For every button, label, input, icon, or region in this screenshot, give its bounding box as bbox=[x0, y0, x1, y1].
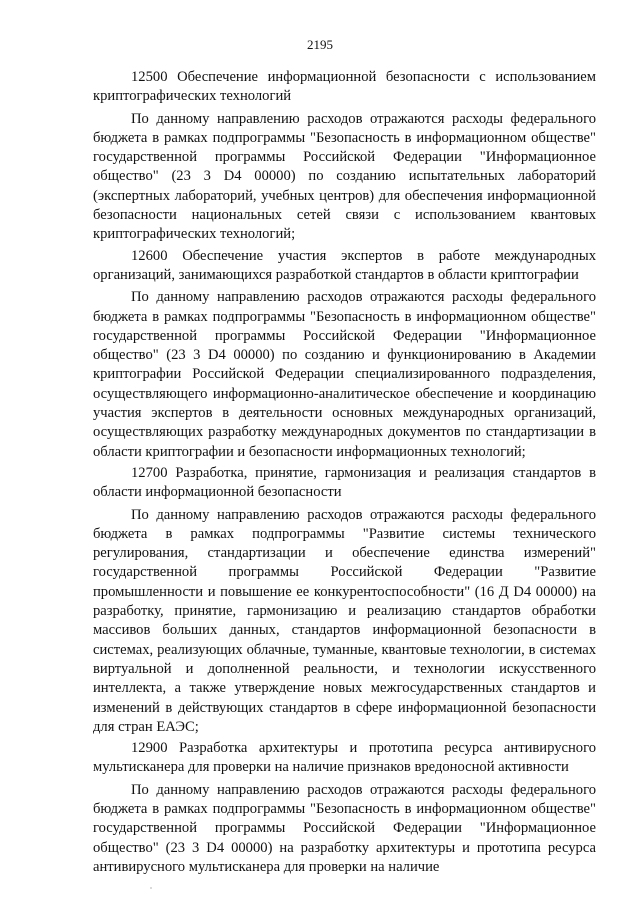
section-body-12900: По данному направлению расходов отражаются расходы федерального бюджета в рамках подпрограммы "Безопасность в информационном обществе" государственной программы Российской Федерации "Информационное общество" (23 3 D4 00000) на разработку архитектуры и прототипа ресурса антивирусного мультисканера для проверки на наличие bbox=[93, 781, 596, 875]
section-body-12700: По данному направлению расходов отражаются расходы федерального бюджета в рамках подпрограммы "Развитие системы технического регулирования, стандартизации и обеспечение единства измерений" государственной программы Российской Федерации "Развитие промышленности и повышение ее конкурентоспособности" (16 Д D4 00000) на разработку, принятие, гармонизацию и реализацию стандартов обработки массивов больших данных, стандартов информационной безопасности в системах, реализующих облачные, туманные, квантовые технологии, в системах виртуальной и дополненной реальности, и технологии искусственного интеллекта, а также утверждение новых межгосударственных стандартов и изменений в действующих стандартов в сфере информационной безопасности для стран ЕАЭС; bbox=[93, 506, 596, 735]
section-body-12500: По данному направлению расходов отражаются расходы федерального бюджета в рамках подпрограммы "Безопасность в информационном обществе" государственной программы Российской Федерации "Информационное общество" (23 3 D4 00000) по созданию испытательных лабораторий (экспертных лабораторий, учебных центров) для обеспечения информационной безопасности национальных сетей связи с использованием квантовых криптографических технологий; bbox=[93, 110, 596, 243]
section-heading-12500: 12500 Обеспечение информационной безопасности с использованием криптографических технологий bbox=[93, 69, 596, 105]
scan-speck bbox=[150, 887, 152, 889]
section-body-12600: По данному направлению расходов отражаются расходы федерального бюджета в рамках подпрограммы "Безопасность в информационном обществе" государственной программы Российской Федерации "Информационное общество" (23 3 D4 00000) по созданию и функционированию в Академии криптографии Российской Федерации специализированного подразделения, осуществляющего информационно-аналитическое обеспечение и координацию участия экспертов в деятельности основных международных организаций, осуществляющих разработку международных документов по стандартизации в области криптографии и безопасности информационных технологий; bbox=[93, 289, 596, 460]
section-heading-12600: 12600 Обеспечение участия экспертов в работе международных организаций, занимающихся разработкой стандартов в области криптографии bbox=[93, 247, 596, 283]
page-number: 2195 bbox=[307, 37, 333, 52]
section-heading-12900: 12900 Разработка архитектуры и прототипа ресурса антивирусного мультисканера для проверки на наличие признаков вредоносной активности bbox=[93, 740, 596, 776]
document-body bbox=[93, 66, 596, 877]
section-heading-12700: 12700 Разработка, принятие, гармонизация и реализация стандартов в области информационной безопасности bbox=[93, 464, 596, 501]
